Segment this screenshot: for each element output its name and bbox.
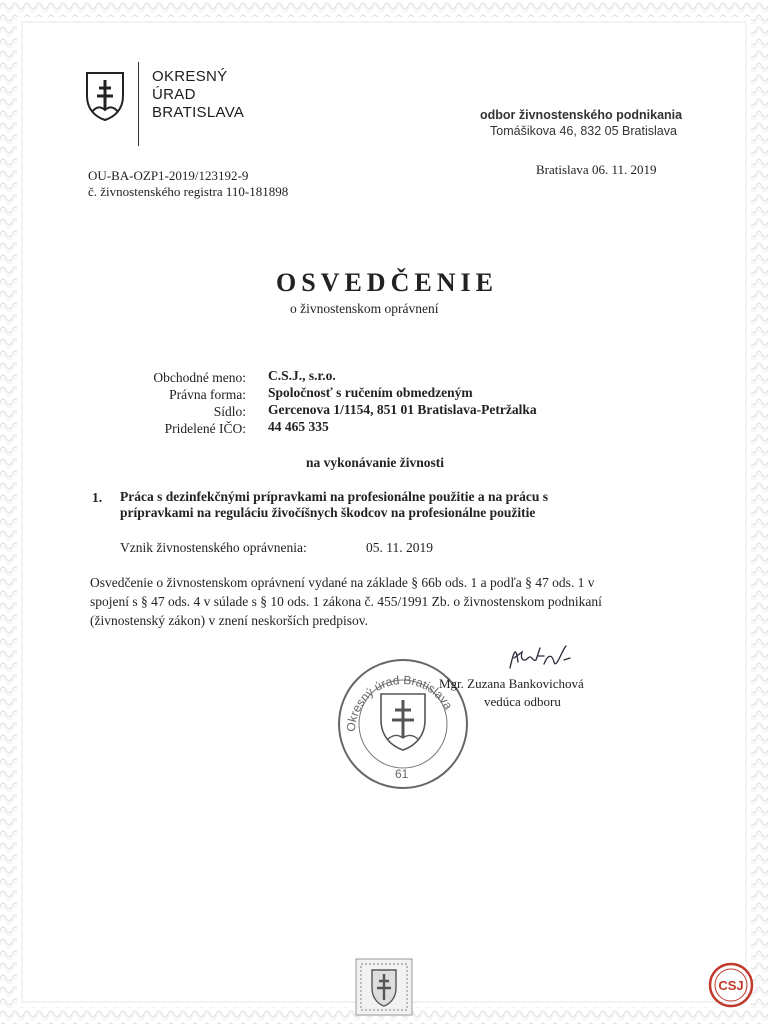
logo-line: OKRESNÝ [152,68,228,85]
field-value-form: Spoločnosť s ručením obmedzeným [268,385,473,400]
coat-of-arms-icon [84,70,126,122]
field-label-form: Právna forma: [169,387,246,402]
field-label-seat: Sídlo: [213,404,246,419]
office-logo-text [152,68,244,122]
register-number: č. živnostenského registra 110-181898 [88,184,289,199]
field-value-name: C.S.J., s.r.o. [268,368,336,383]
csj-logo-icon [708,962,754,1008]
department-address: Tomášikova 46, 832 05 Bratislava [490,124,677,138]
document-title: OSVEDČENIE [276,268,498,297]
item-line: Práca s dezinfekčnými prípravkami na profesionálne použitie a na prácu s [120,489,549,504]
handwritten-signature [506,640,576,676]
activity-heading: na vykonávanie živnosti [306,455,445,470]
origin-label: Vznik živnostenského oprávnenia: [120,540,307,555]
stamp-number: 61 [395,767,409,781]
field-label-ico: Pridelené IČO: [164,421,246,436]
document-subtitle: o živnostenskom oprávnení [290,301,439,316]
header-divider [138,62,139,146]
signatory-role: vedúca odboru [484,694,561,709]
place-date: Bratislava 06. 11. 2019 [536,162,657,177]
legal-line: (živnostenský zákon) v znení neskorších predpisov. [90,613,369,628]
legal-line: spojení s § 47 ods. 4 v súlade s § 10 ods. 1 zákona č. 455/1991 Zb. o živnostenskom podnikaní [90,594,602,609]
security-seal-icon [355,958,413,1016]
field-value-ico: 44 465 335 [268,419,329,434]
field-value-seat: Gercenova 1/1154, 851 01 Bratislava-Petržalka [268,402,537,417]
stamp-text: Okresný úrad Bratislava [343,672,456,733]
origin-date: 05. 11. 2019 [366,540,433,555]
field-label-name: Obchodné meno: [153,370,246,385]
legal-line: Osvedčenie o živnostenskom oprávnení vydané na základe § 66b ods. 1 a podľa § 47 ods. 1 v [90,575,595,590]
signatory-name: Mgr. Zuzana Bankovichová [439,676,584,691]
csj-logo-text: CSJ [718,978,744,993]
logo-line: BRATISLAVA [152,104,245,121]
file-number: OU-BA-OZP1-2019/123192-9 [88,168,249,183]
department-name: odbor živnostenského podnikania [480,108,683,122]
logo-line: ÚRAD [152,86,196,103]
item-line: prípravkami na reguláciu živočíšnych škodcov na profesionálne použitie [120,505,536,520]
official-stamp [333,654,473,794]
item-number: 1. [92,490,103,505]
